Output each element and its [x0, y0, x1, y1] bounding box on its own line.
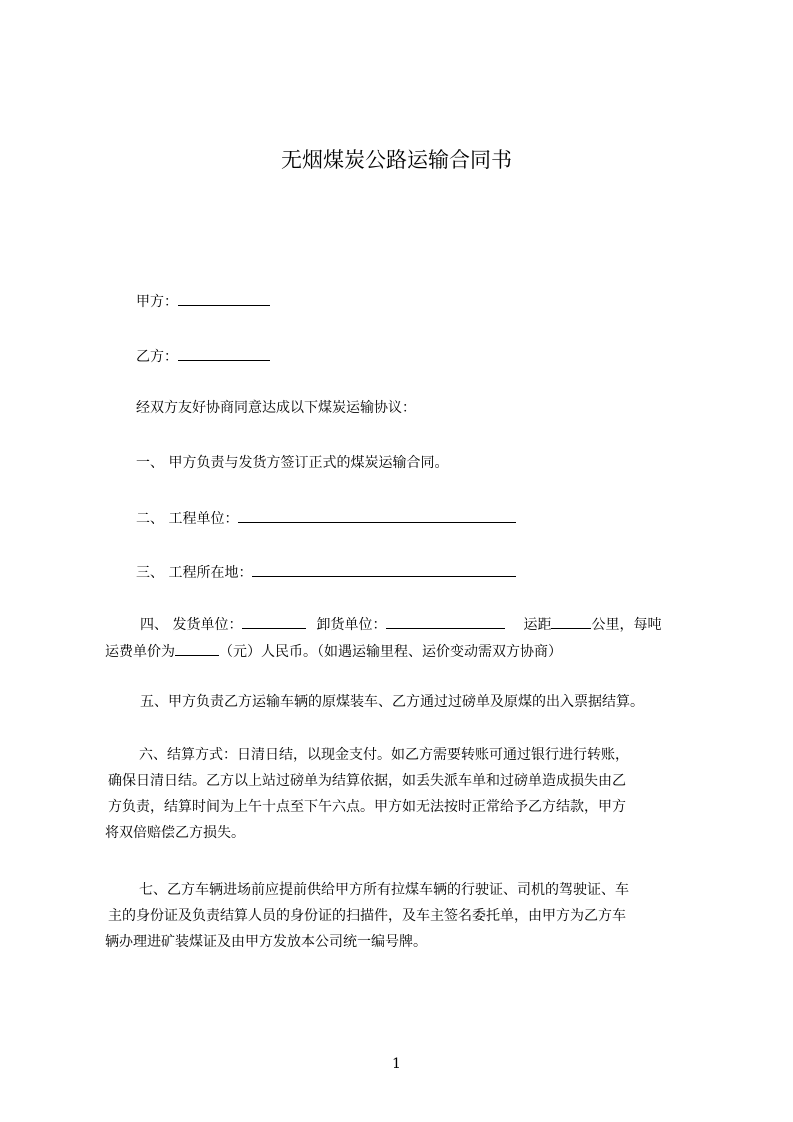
- clause-4-shipper-label: 四、 发货单位：: [140, 617, 243, 633]
- clause-6: [105, 742, 705, 846]
- clause-1: 一、 甲方负责与发货方签订正式的煤炭运输合同。: [136, 455, 449, 471]
- party-b-line: [136, 345, 270, 367]
- party-a-label: 甲方：: [136, 294, 178, 310]
- clause-6-line-2: 确保日清日结。乙方以上站过磅单为结算依据，如丢失派车单和过磅单造成损失由乙: [108, 773, 626, 789]
- clause-7: [105, 877, 705, 955]
- clause-4-price-note: （元）人民币。（如遇运输里程、运价变动需双方协商）: [219, 644, 562, 660]
- distance-blank: [551, 613, 591, 629]
- clause-6-line-3: 方负责，结算时间为上午十点至下午六点。甲方如无法按时正常给予乙方结款，甲方: [108, 799, 626, 815]
- clause-6-line-4: 将双倍赔偿乙方损失。: [105, 825, 245, 841]
- clause-4-per-ton: 公里，每吨: [591, 617, 662, 633]
- clause-4-line-1: [140, 613, 661, 635]
- intro-text: 经双方友好协商同意达成以下煤炭运输协议：: [136, 400, 416, 416]
- party-a-blank: [178, 290, 270, 306]
- document-title: 无烟煤炭公路运输合同书: [281, 148, 512, 172]
- page-number: 1: [392, 1056, 401, 1072]
- project-unit-blank: [238, 507, 516, 523]
- receiver-blank: [386, 613, 505, 629]
- clause-7-line-2: 主的身份证及负责结算人员的身份证的扫描件，及车主签名委托单，由甲方为乙方车: [108, 908, 626, 924]
- clause-4-distance-label: 运距: [523, 617, 552, 633]
- clause-7-line-1: 七、乙方车辆进场前应提前供给甲方所有拉煤车辆的行驶证、司机的驾驶证、车: [139, 882, 629, 898]
- project-location-blank: [252, 561, 516, 577]
- clause-6-line-1: 六、结算方式：日清日结，以现金支付。如乙方需要转账可通过银行进行转账，: [139, 747, 629, 763]
- price-blank: [175, 640, 219, 656]
- party-b-label: 乙方：: [136, 349, 178, 365]
- party-a-line: [136, 290, 270, 312]
- clause-2: [136, 507, 516, 529]
- clause-3-label: 三、 工程所在地：: [136, 565, 253, 581]
- party-b-blank: [178, 345, 270, 361]
- clause-4-receiver-label: 卸货单位：: [316, 617, 387, 633]
- clause-5: 五、甲方负责乙方运输车辆的原煤装车、乙方通过过磅单及原煤的出入票据结算。: [140, 694, 644, 710]
- clause-4-line-2: [105, 640, 562, 662]
- clause-3: [136, 561, 516, 583]
- clause-7-line-3: 辆办理进矿装煤证及由甲方发放本公司统一编号牌。: [105, 934, 427, 950]
- clause-4-price-label: 运费单价为: [105, 644, 175, 660]
- clause-2-label: 二、 工程单位：: [136, 511, 239, 527]
- shipper-blank: [242, 613, 306, 629]
